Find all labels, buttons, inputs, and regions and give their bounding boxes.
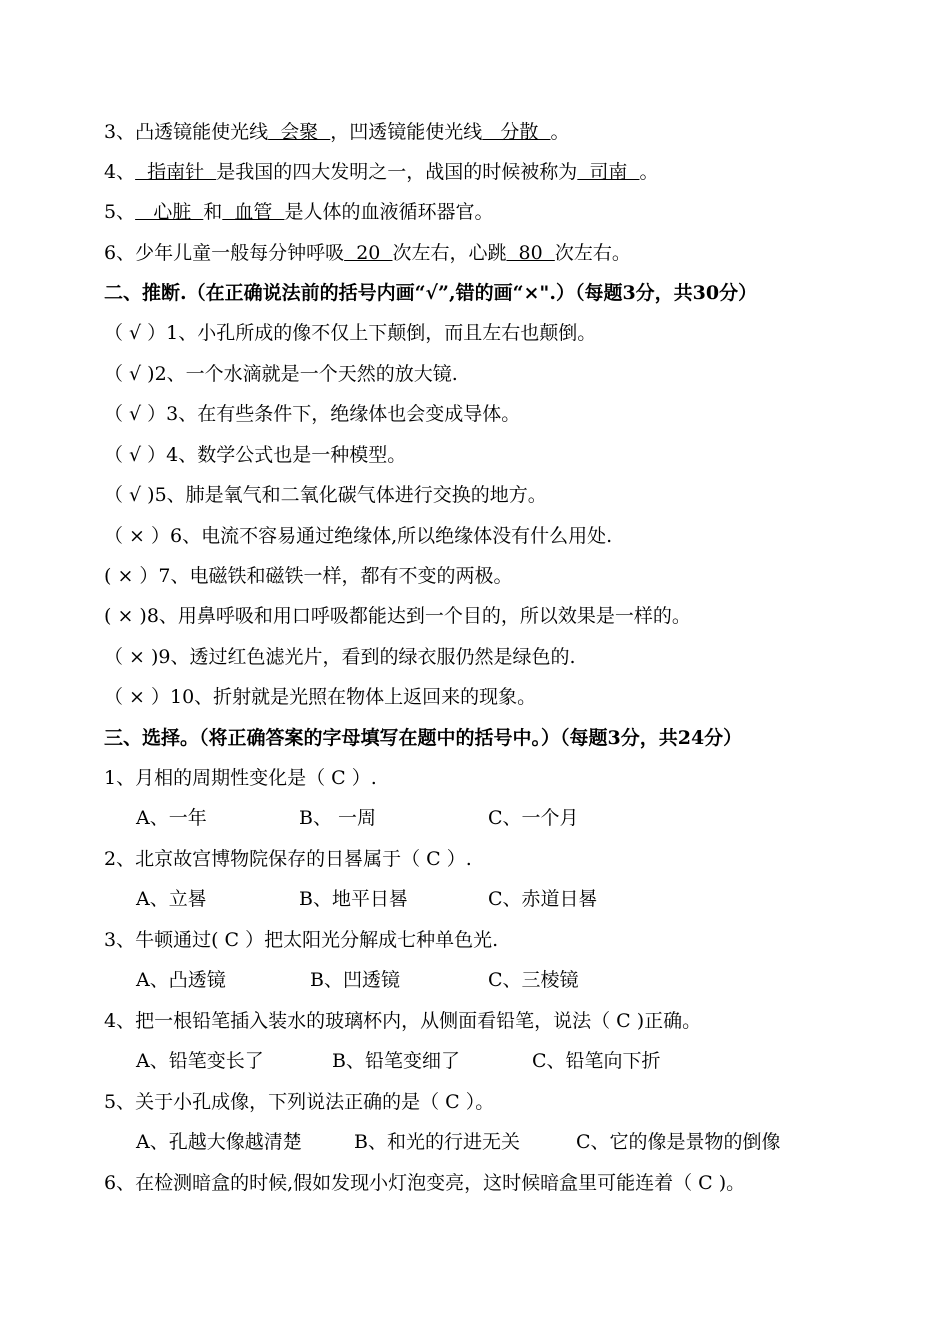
choice-options bbox=[136, 968, 910, 992]
item-text: 次左右。 bbox=[554, 242, 631, 264]
judge-item: ( × ）7、电磁铁和磁铁一样，都有不变的两极。 bbox=[104, 565, 513, 587]
option-a: A、凸透镜 bbox=[136, 969, 226, 991]
option-b: B、凹透镜 bbox=[310, 969, 400, 991]
item-text: 是我国的四大发明之一，战国的时候被称为 bbox=[216, 161, 578, 183]
option-c: C、三棱镜 bbox=[488, 969, 579, 991]
choice-question: 4、把一根铅笔插入装水的玻璃杯内，从侧面看铅笔，说法（ C )正确。 bbox=[104, 1010, 702, 1032]
item-text: 凸透镜能使光线 bbox=[135, 121, 269, 143]
fill-item-6 bbox=[104, 241, 910, 265]
judge-item: （ √ )2、一个水滴就是一个天然的放大镜. bbox=[104, 363, 458, 385]
choice-options bbox=[136, 1049, 910, 1073]
judge-item: （ × ）6、电流不容易通过绝缘体,所以绝缘体没有什么用处. bbox=[104, 525, 613, 547]
section-3-heading: 三、选择。（将正确答案的字母填写在题中的括号中。）（每题3分，共24分） bbox=[104, 727, 743, 749]
judge-item: （ √ ）1、小孔所成的像不仅上下颠倒，而且左右也颠倒。 bbox=[104, 322, 597, 344]
option-a: A、铅笔变长了 bbox=[136, 1050, 264, 1072]
item-number: 6、 bbox=[104, 242, 136, 264]
option-c: C、一个月 bbox=[488, 807, 579, 829]
choice-options bbox=[136, 1130, 910, 1154]
choice-question: 2、北京故宫博物院保存的日晷属于（ C ）. bbox=[104, 848, 472, 870]
option-b: B、地平日晷 bbox=[299, 888, 408, 910]
fill-item-5 bbox=[104, 200, 910, 224]
option-a: A、立晷 bbox=[136, 888, 207, 910]
choice-options bbox=[136, 887, 910, 911]
answer-blank: 80 bbox=[506, 242, 555, 264]
option-c: C、它的像是景物的倒像 bbox=[576, 1131, 781, 1153]
choice-question: 5、关于小孔成像，下列说法正确的是（ C ）。 bbox=[104, 1091, 495, 1113]
judge-item: （ √ )5、肺是氧气和二氧化碳气体进行交换的地方。 bbox=[104, 484, 547, 506]
option-c: C、铅笔向下折 bbox=[532, 1050, 661, 1072]
answer-blank: 血管 bbox=[222, 201, 285, 223]
item-text: ，凹透镜能使光线 bbox=[330, 121, 483, 143]
option-a: A、孔越大像越清楚 bbox=[136, 1131, 302, 1153]
answer-blank: 会聚 bbox=[268, 121, 331, 143]
option-a: A、一年 bbox=[136, 807, 207, 829]
judge-item: （ √ ）3、在有些条件下，绝缘体也会变成导体。 bbox=[104, 403, 521, 425]
answer-blank: 分散 bbox=[482, 121, 551, 143]
fill-item-3 bbox=[104, 120, 910, 144]
item-number: 4、 bbox=[104, 161, 136, 183]
fill-item-4 bbox=[104, 160, 910, 184]
choice-options bbox=[136, 806, 910, 830]
option-b: B、 一周 bbox=[299, 807, 377, 829]
answer-blank: 司南 bbox=[577, 161, 640, 183]
item-text: 和 bbox=[203, 201, 223, 223]
section-2-heading: 二、推断.（在正确说法前的括号内画“√”,错的画“×".）（每题3分，共30分） bbox=[104, 282, 758, 304]
option-c: C、赤道日晷 bbox=[488, 888, 598, 910]
choice-question: 6、在检测暗盒的时候,假如发现小灯泡变亮，这时候暗盒里可能连着（ C )。 bbox=[104, 1172, 746, 1194]
item-number: 5、 bbox=[104, 201, 136, 223]
choice-question: 1、月相的周期性变化是（ C ）. bbox=[104, 767, 377, 789]
judge-item: （ √ ）4、数学公式也是一种模型。 bbox=[104, 444, 407, 466]
item-text: 。 bbox=[550, 121, 570, 143]
item-text: 。 bbox=[639, 161, 659, 183]
item-number: 3、 bbox=[104, 121, 136, 143]
answer-blank: 心脏 bbox=[135, 201, 204, 223]
item-text: 少年儿童一般每分钟呼吸 bbox=[135, 242, 345, 264]
judge-item: （ × ）10、折射就是光照在物体上返回来的现象。 bbox=[104, 686, 537, 708]
item-text: 是人体的血液循环器官。 bbox=[284, 201, 494, 223]
judge-item: （ × )9、透过红色滤光片，看到的绿衣服仍然是绿色的. bbox=[104, 646, 576, 668]
answer-blank: 指南针 bbox=[135, 161, 217, 183]
judge-item: ( × )8、用鼻呼吸和用口呼吸都能达到一个目的，所以效果是一样的。 bbox=[104, 605, 691, 627]
choice-question: 3、牛顿通过( C ）把太阳光分解成七种单色光. bbox=[104, 929, 499, 951]
option-b: B、和光的行进无关 bbox=[354, 1131, 520, 1153]
answer-blank: 20 bbox=[344, 242, 393, 264]
item-text: 次左右，心跳 bbox=[392, 242, 507, 264]
option-b: B、铅笔变细了 bbox=[332, 1050, 460, 1072]
